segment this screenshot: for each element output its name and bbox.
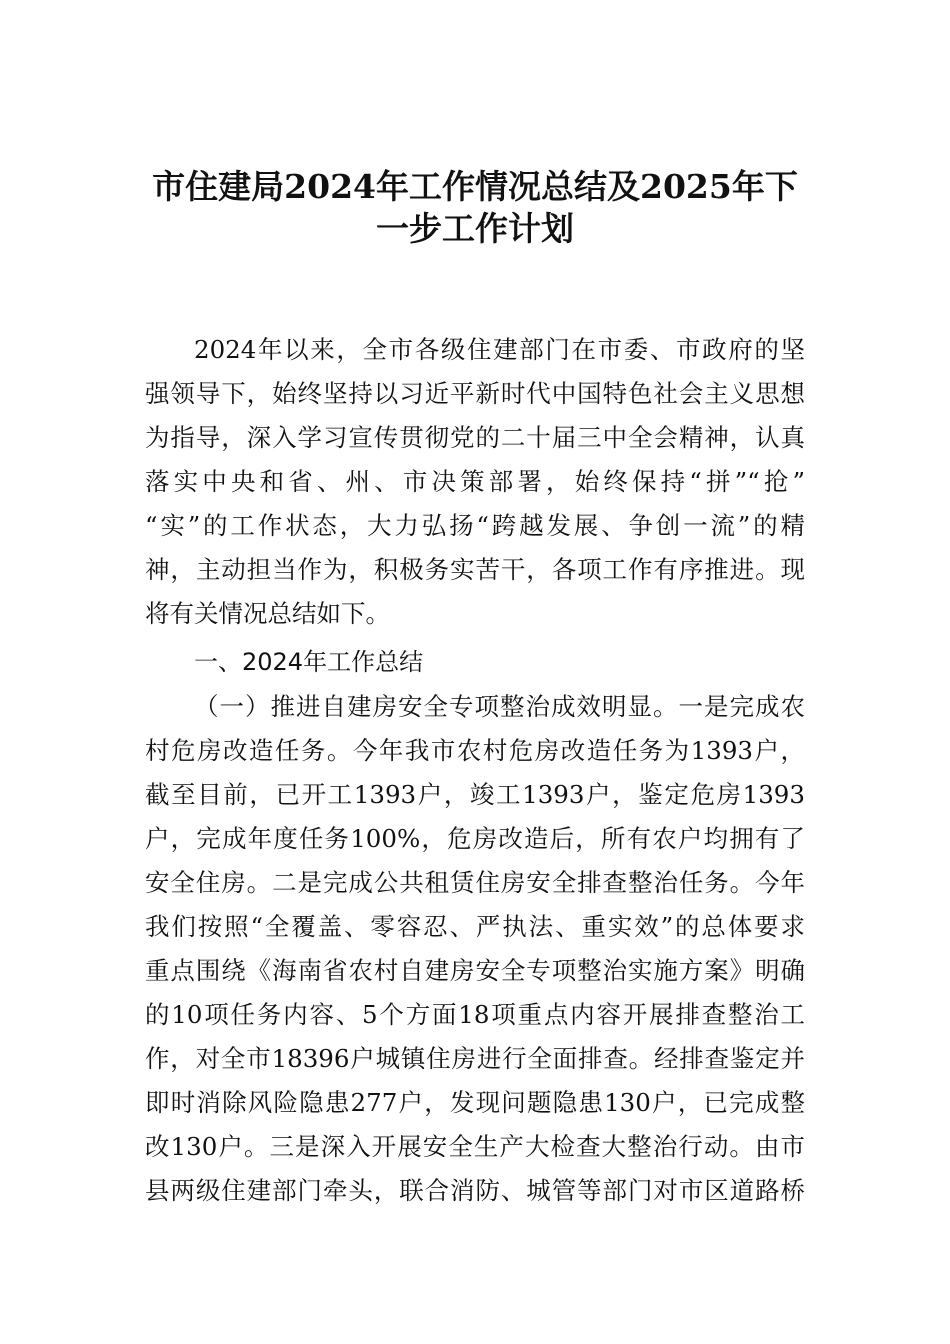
paragraph-line: 的10项任务内容、5个方面18项重点内容开展排查整治工 [145,1000,805,1029]
intro-line: 神，主动担当作为，积极务实苦干，各项工作有序推进。现 [145,555,805,584]
intro-line: 2024年以来，全市各级住建部门在市委、市政府的坚 [194,335,805,364]
paragraph-line: 我们按照“全覆盖、零容忍、严执法、重实效”的总体要求 [145,912,805,941]
intro-line: 落实中央和省、州、市决策部署，始终保持“拼”“抢” [145,467,805,496]
intro-line: 将有关情况总结如下。 [145,599,390,628]
intro-line: 强领导下，始终坚持以习近平新时代中国特色社会主义思想 [145,379,805,408]
intro-line: 为指导，深入学习宣传贯彻党的二十届三中全会精神，认真 [145,423,805,452]
document-title-line-2: 一步工作计划 [376,209,574,248]
paragraph-line: 作，对全市18396户城镇住房进行全面排查。经排查鉴定并 [145,1044,805,1073]
paragraph-line: 重点围绕《海南省农村自建房安全专项整治实施方案》明确 [145,956,805,985]
paragraph-line: （一）推进自建房安全专项整治成效明显。一是完成农 [194,692,805,721]
paragraph-line: 户，完成年度任务100%，危房改造后，所有农户均拥有了 [145,824,805,853]
paragraph-line: 县两级住建部门牵头，联合消防、城管等部门对市区道路桥 [145,1176,805,1205]
paragraph-line: 即时消除风险隐患277户，发现问题隐患130户，已完成整 [145,1088,805,1117]
paragraph-line: 安全住房。二是完成公共租赁住房安全排查整治任务。今年 [145,868,805,897]
section-heading: 一、2024年工作总结 [194,648,424,676]
paragraph-line: 村危房改造任务。今年我市农村危房改造任务为1393户， [145,736,805,765]
paragraph-line: 截至目前，已开工1393户，竣工1393户，鉴定危房1393 [145,780,805,809]
document-title-line-1: 市住建局2024年工作情况总结及2025年下 [152,167,798,206]
paragraph-line: 改130户。三是深入开展安全生产大检查大整治行动。由市 [145,1132,805,1161]
intro-line: “实”的工作状态，大力弘扬“跨越发展、争创一流”的精 [145,511,805,540]
